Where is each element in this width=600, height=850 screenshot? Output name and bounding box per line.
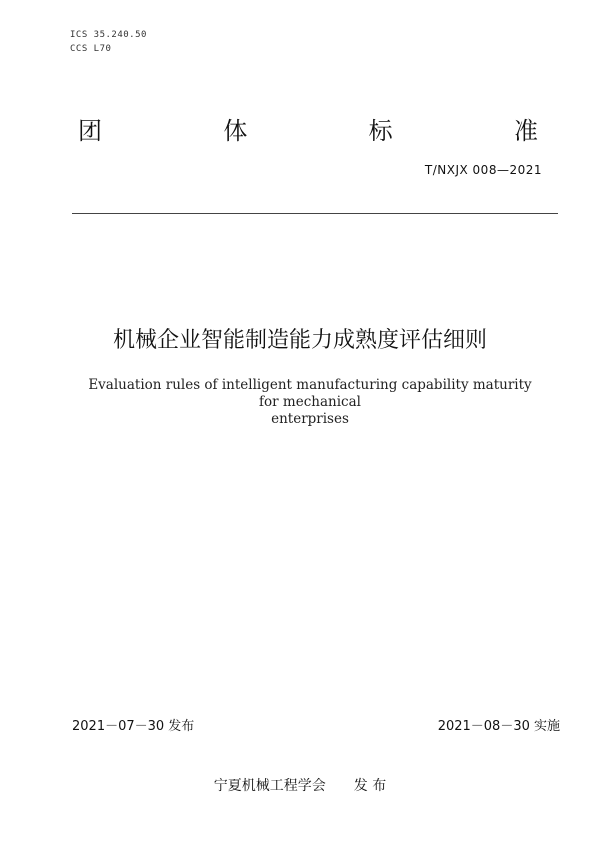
title-en-line: enterprises: [271, 411, 349, 427]
document-title-cn: 机械企业智能制造能力成熟度评估细则: [112, 328, 487, 353]
ccs-code: CCS L70: [70, 44, 112, 54]
standard-type-char: 标: [368, 117, 393, 145]
standard-type-char: 团: [78, 117, 102, 145]
publisher-line: [0, 775, 600, 795]
header-divider: [72, 213, 558, 214]
standard-type-heading: [78, 116, 538, 146]
publish-action: 发 布: [353, 778, 387, 794]
document-title-en: [80, 377, 540, 428]
classification-codes: [70, 28, 147, 56]
standard-type-char: 体: [223, 117, 248, 145]
publisher-name: 宁夏机械工程学会: [213, 778, 326, 794]
release-date: 2021－07－30 发布: [72, 719, 195, 734]
ics-code: ICS 35.240.50: [70, 30, 147, 40]
implement-date: 2021－08－30 实施: [437, 719, 560, 734]
standard-number: T/NXJX 008—2021: [424, 163, 542, 177]
dates-row: [72, 715, 560, 734]
standard-type-char: 准: [513, 117, 538, 145]
title-en-line: Evaluation rules of intelligent manufacturing capability maturity for mechanical: [88, 377, 532, 410]
